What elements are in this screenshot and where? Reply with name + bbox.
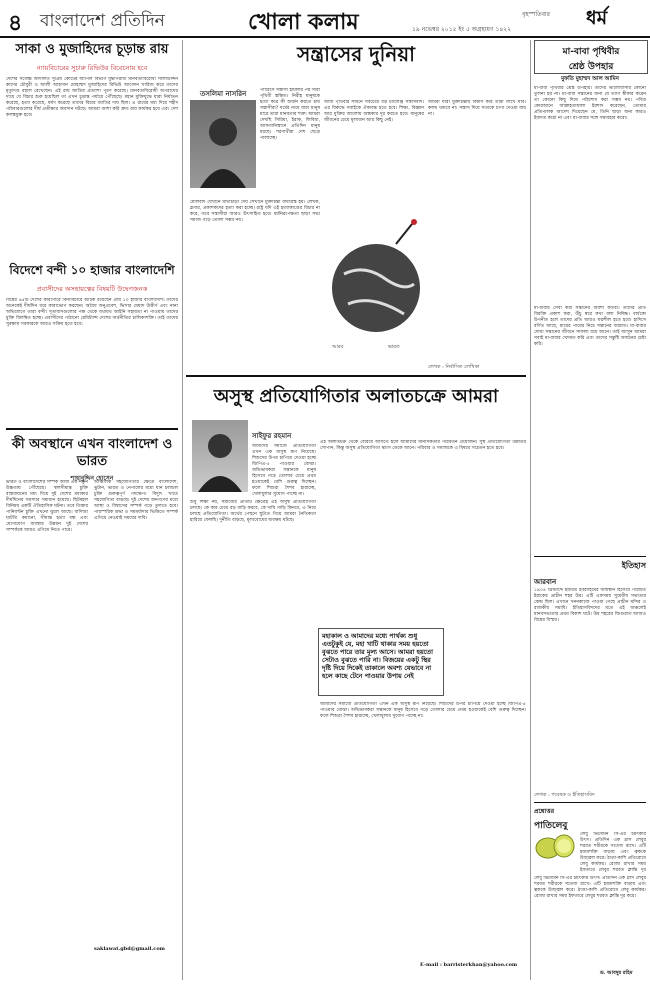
map-label-india: ভারত xyxy=(388,344,400,350)
crescent-logo-icon xyxy=(568,6,582,28)
lead-subhead: ন্যায়বিচারের সুচারু রিভিউর বিবেচনায় হবে xyxy=(36,64,148,72)
right-body-b: মা-বাবার সেবা করা সন্তানের অবশ্য কর্তব্য। তাদের প্রতি বিরক্তি প্রকাশ করা, উঁচু স্বরে কথা বলা নিষিদ্ধ। বার্ধক্যে উপনীত হলে তাদের প্রতি আরও যত্নশীল হতে হবে। হাদিসে বর্ণিত আছে, মায়ের পায়ের নিচে সন্তানের জান্নাত। মা-বাবার দোয়া সন্তানের জীবনে সাফল্য বয়ে আনে। তাই আসুন আমরা সবাই মা-বাবার খেদমত করি এবং তাদের সন্তুষ্টি অর্জনের চেষ্টা করি। xyxy=(534,306,646,347)
right-headline-box xyxy=(534,40,648,74)
center-top-caption: লেখক : নির্বাসিত লেখিকা xyxy=(428,364,480,370)
right-headline-b: শ্রেষ্ঠ উপহার xyxy=(568,62,614,72)
lead-editorial xyxy=(6,40,178,247)
column-divider xyxy=(530,40,531,980)
page-number: ৪ xyxy=(8,10,23,36)
globe-bomb-icon xyxy=(324,204,424,354)
tips-author: ড. আবদুর রহিম xyxy=(600,970,633,976)
right-section-title: ধর্ম xyxy=(586,7,608,29)
center-top-body-a: প্যারিসে সন্ত্রাসী হামলার পর সারা পৃথিবী স্তম্ভিত। নিরীহ মানুষকে হত্যা করে কী অর্জন করতে চায় সন্ত্রাসীরা? ধর্মের নামে যারা মানুষ মারে তারা মানবতার শত্রু। আমরা দেখছি সিরিয়া, ইরাক, লিবিয়া, আফগানিস্তানে প্রতিদিন মানুষ মরছে। শরণার্থীরা দেশ ছেড়ে পালাচ্ছে। xyxy=(260,88,320,141)
author-photo-2 xyxy=(192,420,248,492)
center-top-body-b: মৌলবাদ যেখানে মাথাচাড়া দেয় সেখানে মুক্তচিন্তা বাধাগ্রস্ত হয়। লেখক, ব্লগার, প্রকাশকদের হত্যা করা হচ্ছে। রাষ্ট্র যদি এই হত্যাকাণ্ডের বিচার না করে, তবে সন্ত্রাসীরা আরও উৎসাহিত হবে। ধর্মনিরপেক্ষতা ছাড়া সভ্য সমাজ গড়ে তোলা সম্ভব নয়। xyxy=(190,200,320,223)
lead-headline: সাকা ও মুজাহিদের চূড়ান্ত রায় xyxy=(15,42,169,57)
center-top-body-c: আজ পৃথিবীর সামনে সবচেয়ে বড় চ্যালেঞ্জ সন্ত্রাসবাদ। এর বিরুদ্ধে সবাইকে ঐক্যবদ্ধ হতে হবে। শিক্ষা, বিজ্ঞান আর যুক্তির আলোয় অন্ধকার দূর করতে হবে। মানুষের জীবনের চেয়ে মূল্যবান আর কিছু নেই। xyxy=(324,100,424,123)
second-headline: বিদেশে বন্দী ১০ হাজার বাংলাদেশি xyxy=(9,263,175,277)
third-body-col-2: আঞ্চলিক সহযোগিতার ক্ষেত্রে বাংলাদেশ, ভুটান, ভারত ও নেপালের মধ্যে যান চলাচল চুক্তি গুরুত্বপূর্ণ পদক্ষেপ। বিদ্যুৎ খাতে সহযোগিতা বাড়ছে। দুই দেশের জনগণের মধ্যে আস্থা ও বিশ্বাসের সম্পর্ক গড়ে তুলতে হবে। পারস্পরিক শ্রদ্ধা ও সমমর্যাদার ভিত্তিতে সম্পর্ক এগিয়ে নেওয়াই সময়ের দাবি। xyxy=(94,480,178,521)
center-bottom-byline: সাইফুর রহমান xyxy=(252,431,292,440)
second-subhead: প্রবাসীদের অসহায়ত্বের বিষয়টি উদ্বেগজনক xyxy=(36,285,148,293)
author-photo xyxy=(190,100,256,188)
author-portrait-icon xyxy=(190,100,256,188)
center-bottom-headline: অসুস্থ প্রতিযোগিতার অলাতচক্রে আমরা xyxy=(213,386,499,407)
header-day: বৃহস্পতিবার xyxy=(522,11,550,18)
lead-body: দেশের সর্বোচ্চ আদালত সুপ্রিম কোর্টের আপিল বিভাগ যুদ্ধাপরাধী মানবতাবিরোধী সালাউদ্দিন কাদের চৌধুরী ও আলী আহসান মোহাম্মদ মুজাহিদের রিভিউ আবেদন খারিজ করে তাদের মৃত্যুদণ্ড বহাল রেখেছেন। এই রায় জাতির প্রত্যাশা পূরণ করেছে। মানবতাবিরোধী অপরাধের দায়ে যে বিচার শুরু হয়েছিল তা এখন চূড়ান্ত পর্যায়ে পৌঁছেছে। মহান মুক্তিযুদ্ধে যারা নির্যাতন করেছে, হত্যা করেছে, ধর্ষণ করেছে তাদের বিচার জাতির দায় ছিল। এ রায়ের মধ্য দিয়ে শহীদ পরিবারগুলোর দীর্ঘ প্রতীক্ষার অবসান ঘটছে। আমরা আশা করি দ্রুত রায় কার্যকর হবে এবং দেশ কলঙ্কমুক্ত হবে। xyxy=(6,77,178,118)
second-body: বিশ্বের ৬৫টি দেশের কারাগারে বিনাবিচারে আটক রয়েছেন প্রায় ১০ হাজার বাংলাদেশি। তাদের অনেকেই দীর্ঘদিন ধরে কারাভোগ করছেন। অবৈধ অনুপ্রবেশ, ভিসার মেয়াদ উত্তীর্ণ এবং নানা অভিযোগে তারা বন্দী। দূতাবাসগুলোর পক্ষ থেকে যথাযথ আইনি সহায়তা না পাওয়ায় তাদের মুক্তি বিলম্বিত হচ্ছে। প্রবাসীদের পাঠানো রেমিট্যান্স দেশের অর্থনীতির চালিকাশক্তি। তাই তাদের সুরক্ষায় সরকারকে আরও সক্রিয় হতে হবে। xyxy=(6,298,178,327)
center-top-headline: সন্ত্রাসের দুনিয়া xyxy=(297,42,415,66)
header-rule xyxy=(0,36,650,38)
history-note: লেখক : গবেষক ও ইতিহাসবিদ xyxy=(534,792,595,798)
history-title: ইতিহাস xyxy=(621,560,646,570)
section-rule xyxy=(186,375,526,377)
header-date: ১৯ নভেম্বর ২০১৫ ইং ৫ অগ্রহায়ণ ১৪২২ xyxy=(412,26,512,33)
center-top-body-d: আমরা যারা মুক্তচিন্তায় বিশ্বাস করি তারা লিখে যাব। কলম থামবে না। সন্ত্রাস দিয়ে সত্যকে চাপা দেওয়া যায় না। xyxy=(428,100,526,117)
tips-title: প্রশ্নোত্তর xyxy=(534,808,554,815)
history-body: ১৯০৪ খ্রিস্টাব্দে হজরত ইবরাহিমের জন্মস্থান হিসেবে পরিচিত ইরাকের প্রাচীন শহর উর। এটি একসময় সুমেরীয় সভ্যতার কেন্দ্র ছিল। এখানে খননকাজে পাওয়া গেছে প্রাচীন মন্দির ও রাজকীয় সমাধি। ইতিহাসবিদদের মতে এই অঞ্চলেই মানবসভ্যতার প্রথম বিকাশ ঘটে। উর শহরের জিগুরাত আজও বিশ্বের বিস্ময়। xyxy=(534,588,646,623)
tips-subtitle: পাতিলেবু xyxy=(534,821,568,831)
page-header xyxy=(0,0,650,36)
center-bottom-body-b: শুধু শিক্ষা নয়, সমাজের প্রতিটি ক্ষেত্রেই এই অসুস্থ প্রতিযোগিতা চলছে। কে কার চেয়ে বড় বাড়ি করবে, কে দামি গাড়ি কিনবে, এ নিয়ে চলছে প্রতিযোগিতা। অর্থের পেছনে ছুটতে গিয়ে আমরা নৈতিকতা হারিয়ে ফেলছি। দুর্নীতি বাড়ছে, মূল্যবোধের অবক্ষয় ঘটছে। xyxy=(190,500,316,523)
lemon-icon xyxy=(534,832,578,862)
center-bottom-body-a: আমাদের সমাজে প্রতিযোগিতা এখন এক অসুস্থ রূপ নিয়েছে। শিশুদের উপর চাপিয়ে দেওয়া হচ্ছে জিপিএ-৫ পাওয়ার বোঝা। অভিভাবকরা সন্তানকে মানুষ হিসেবে গড়ে তোলার চেয়ে প্রথম হওয়াকেই বেশি গুরুত্ব দিচ্ছেন। ফলে শিশুরা শৈশব হারাচ্ছে, খেলাধুলার সুযোগ পাচ্ছে না। xyxy=(252,444,316,497)
center-bottom-body-d: আমাদের সমাজে প্রতিযোগিতা এখন এক অসুস্থ রূপ নিয়েছে। শিশুদের উপর চাপিয়ে দেওয়া হচ্ছে জিপিএ-৫ পাওয়ার বোঝা। অভিভাবকরা সন্তানকে মানুষ হিসেবে গড়ে তোলার চেয়ে প্রথম হওয়াকেই বেশি গুরুত্ব দিচ্ছেন। ফলে শিশুরা শৈশব হারাচ্ছে, খেলাধুলার সুযোগ পাচ্ছে না। xyxy=(320,702,526,719)
section-title: খোলা কলাম xyxy=(248,9,359,35)
globe-illustration xyxy=(324,204,424,354)
right-body-a: মা-বাবা পৃথিবীর শ্রেষ্ঠ উপহার। তাদের ভালোবাসার কোনো তুলনা হয় না। মা-বাবা সন্তানের জন্য যে ত্যাগ স্বীকার করেন তা কোনো কিছু দিয়ে পরিশোধ করা সম্ভব নয়। পবিত্র কোরআনে আল্লাহতায়ালা ইরশাদ করেছেন, তোমার প্রতিপালক আদেশ দিয়েছেন যে, তিনি ছাড়া অন্য কারও ইবাদত করো না এবং মা-বাবার সঙ্গে সদ্ব্যবহার করো। xyxy=(534,86,646,121)
third-headline: কী অবস্থানে এখন বাংলাদেশ ও ভারত xyxy=(11,437,173,469)
section-rule xyxy=(534,556,646,557)
history-subtitle: আরবান xyxy=(534,577,557,586)
center-top-byline: তসলিমা নাসরিন xyxy=(200,89,247,98)
map-label-arab: আরব xyxy=(332,344,344,350)
tips-body-b: লেবু ভিটামিন সি-এর চমৎকার উৎস। প্রতিদিন এক গ্লাস লেবুর শরবত শরীরকে সতেজ রাখে। এটি হজমশক্তি বাড়ায় এবং ত্বককে উজ্জ্বল করে। ঠাণ্ডা-কাশি প্রতিরোধে লেবু কার্যকর। রোজা রাখার সময় ইফতারে লেবুর শরবত ক্লান্তি দূর করে। xyxy=(534,876,646,899)
center-bottom-email: E-mail : barristerkhan@yahoo.com xyxy=(420,962,518,968)
section-rule xyxy=(534,802,646,803)
second-editorial xyxy=(6,262,178,423)
third-body-col-1: ভারত ও বাংলাদেশের সম্পর্ক আজ এক নতুন উচ্চতায় পৌঁছেছে। স্থলসীমান্ত চুক্তি বাস্তবায়নের মধ্য দিয়ে দুই দেশের মধ্যকার দীর্ঘদিনের সমস্যার সমাধান হয়েছে। ছিটমহল বিনিময় একটি ঐতিহাসিক ঘটনা। তবে তিস্তার পানিবণ্টন চুক্তি এখনো ঝুলে আছে। বাণিজ্য ঘাটতি কমানো, সীমান্ত হত্যা বন্ধ এবং যোগাযোগ ব্যবস্থার উন্নয়ন দুই দেশের সম্পর্ককে আরও এগিয়ে নিতে পারে। xyxy=(6,480,88,533)
right-byline: মুফতি মুহাম্মদ আল আমিন xyxy=(561,76,619,82)
third-article xyxy=(6,436,178,484)
lemon-image xyxy=(534,832,578,862)
paper-name: বাংলাদেশ প্রতিদিন xyxy=(40,11,165,31)
column-divider xyxy=(182,40,183,980)
author-portrait-icon xyxy=(192,420,248,492)
section-rule xyxy=(6,428,178,430)
tips-body-a: লেবু ভিটামিন সি-এর চমৎকার উৎস। প্রতিদিন এক গ্লাস লেবুর শরবত শরীরকে সতেজ রাখে। এটি হজমশক্তি বাড়ায় এবং ত্বককে উজ্জ্বল করে। ঠাণ্ডা-কাশি প্রতিরোধে লেবু কার্যকর। রোজা রাখার সময় ইফতারে লেবুর শরবত ক্লান্তি দূর xyxy=(580,832,646,872)
right-headline-a: মা-বাবা পৃথিবীর xyxy=(562,47,620,57)
center-bottom-body-c: এই অলাতচক্র থেকে বেরিয়ে আসতে হলে আমাদের মানসিকতার পরিবর্তন প্রয়োজন। সুস্থ প্রতিযোগিতা উন্নতির সোপান, কিন্তু অসুস্থ প্রতিযোগিতা ধ্বংস ডেকে আনে। পরিবার ও সমাজকে এ বিষয়ে সচেতন হতে হবে। xyxy=(320,440,526,451)
pull-quote: মহাকাল ও আমাদের মধ্যে পার্থক্য শুধু এতটুকুই যে, মহা খাটি থাকার সময় হয়তো বুঝতে পারে তার মূল্য আসে। আমরা হয়তো সেটাও বুঝতে পারি না। বিজয়ের একটু স্থির দৃষ্টি দিয়ে দিকেই তাকালে অবশ্য যেভাবে না হলে কাছে টেনে পাওয়ার উপায় নেই xyxy=(318,628,444,696)
third-byline: শাহাবুদ্দিন হোসেন xyxy=(70,475,114,482)
third-email: saklawat.gbd@gmail.com xyxy=(94,946,165,952)
